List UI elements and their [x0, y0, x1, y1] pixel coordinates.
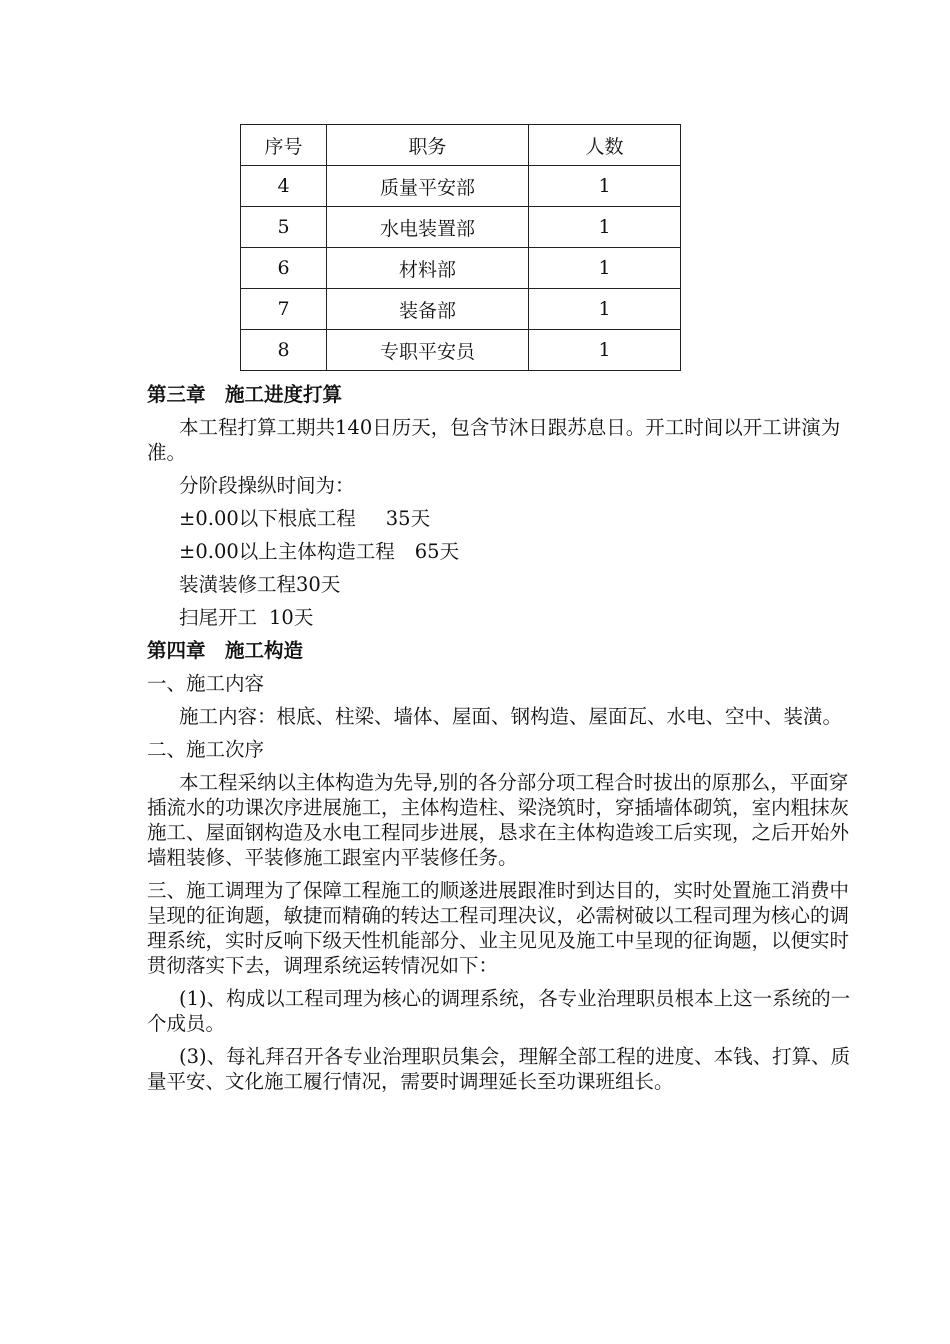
cell-index: 7 [241, 289, 327, 330]
stage-item [147, 605, 857, 630]
schedule-paragraph: 本工程打算工期共140日历天，包含节沐日跟苏息日。开工时间以开工讲演为准。 [147, 416, 841, 464]
list-item-1: (1)、构成以工程司理为核心的调理系统，各专业治理职员根本上这一系统的一个成员。 [147, 987, 851, 1035]
table-row [241, 289, 681, 330]
cell-index: 5 [241, 207, 327, 248]
staff-table [240, 124, 681, 371]
stage-name: 扫尾开工 [179, 606, 258, 629]
stage-days: 10天 [269, 606, 314, 629]
section-2-paragraph: 本工程采纳以主体构造为先导,别的各分部分项工程合时拔出的原那么，平面穿插流水的功课次序进展施工，主体构造柱、梁浇筑时，穿插墙体砌筑，室内粗抹灰施工、屋面钢构造及水电工程同步进展，恳求在主体构造竣工后实现，之后开始外墙粗装修、平装修施工跟室内平装修任务。 [147, 771, 850, 869]
cell-position: 材料部 [327, 248, 529, 289]
stage-item [147, 539, 857, 564]
table-row [241, 330, 681, 371]
stage-name: ±0.00以下根底工程 [179, 507, 356, 530]
cell-position: 装备部 [327, 289, 529, 330]
stage-item [147, 572, 857, 597]
section-2-title: 二、施工次序 [147, 738, 265, 761]
stage-item [147, 506, 857, 531]
stage-days: 35天 [385, 507, 431, 530]
header-position: 职务 [327, 125, 529, 166]
cell-index: 8 [241, 330, 327, 371]
cell-position: 水电装置部 [327, 207, 529, 248]
cell-position: 质量平安部 [327, 166, 529, 207]
table-row [241, 248, 681, 289]
chapter-3-heading: 第三章 施工进度打算 [147, 383, 343, 406]
stage-name: 装潢装修工程30天 [179, 573, 341, 596]
cell-count: 1 [529, 166, 681, 207]
cell-count: 1 [529, 330, 681, 371]
stage-days: 65天 [414, 540, 460, 563]
cell-index: 6 [241, 248, 327, 289]
table-row [241, 166, 681, 207]
stage-name: ±0.00以上主体构造工程 [179, 540, 395, 563]
body-text [147, 382, 857, 1102]
cell-count: 1 [529, 248, 681, 289]
section-3-paragraph: 三、施工调理为了保障工程施工的顺遂进展跟准时到达目的，实时处置施工消费中呈现的征询题，敏捷而精确的转达工程司理决议，必需树破以工程司理为核心的调理系统，实时反响下级天性机能部分、业主见见及施工中呈现的征询题，以便实时贯彻落实下去，调理系统运转情况如下： [147, 879, 850, 977]
section-1-paragraph: 施工内容：根底、柱梁、墙体、屋面、钢构造、屋面瓦、水电、空中、装潢。 [179, 705, 843, 728]
cell-index: 4 [241, 166, 327, 207]
list-item-3: (3)、每礼拜召开各专业治理职员集会，理解全部工程的进度、本钱、打算、质量平安、文化施工履行情况，需要时调理延长至功课班组长。 [147, 1045, 851, 1093]
table-header-row [241, 125, 681, 166]
stage-intro: 分阶段操纵时间为： [179, 474, 355, 497]
table-row [241, 207, 681, 248]
cell-count: 1 [529, 207, 681, 248]
cell-count: 1 [529, 289, 681, 330]
header-count: 人数 [529, 125, 681, 166]
header-index: 序号 [241, 125, 327, 166]
cell-position: 专职平安员 [327, 330, 529, 371]
chapter-4-heading: 第四章 施工构造 [147, 639, 304, 662]
section-1-title: 一、施工内容 [147, 672, 265, 695]
